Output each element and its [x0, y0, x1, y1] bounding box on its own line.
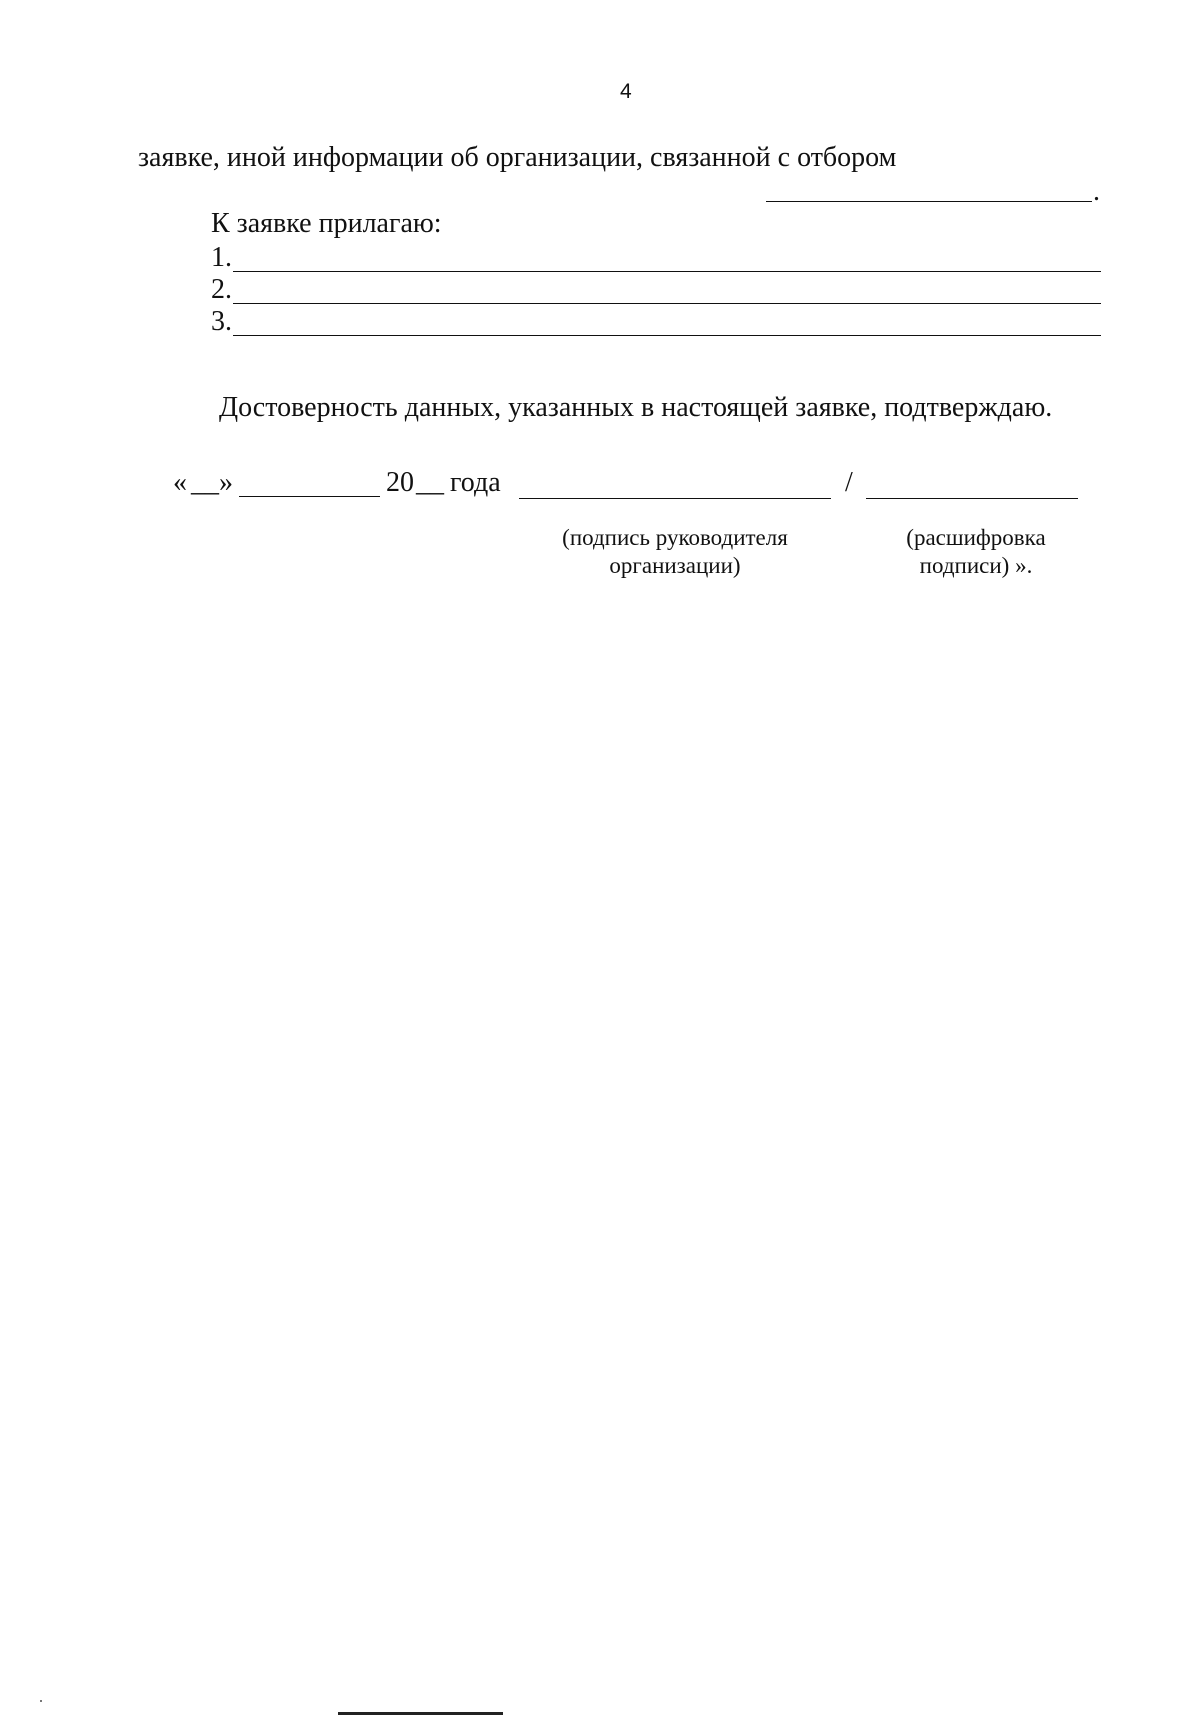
attachment-number: 2.	[211, 274, 232, 305]
bottom-scan-mark	[338, 1712, 503, 1715]
attachment-item-1	[211, 242, 1101, 276]
attachment-item-3	[211, 306, 1101, 340]
attachment-item-2	[211, 274, 1101, 308]
signature-caption-line-1: (подпись руководителя	[562, 525, 788, 550]
confirmation-text: Достоверность данных, указанных в настоящей заявке, подтверждаю.	[219, 392, 1053, 423]
attachment-blank-line	[233, 271, 1101, 272]
attachment-number: 1.	[211, 242, 232, 273]
attachment-blank-line	[233, 303, 1101, 304]
selection-blank-line	[766, 201, 1092, 202]
trailing-dot: .	[1093, 176, 1100, 207]
signature-caption-line-2: организации)	[609, 553, 741, 578]
decode-caption	[870, 524, 1082, 580]
decode-blank-line	[866, 498, 1078, 499]
decode-caption-line-1: (расшифровка	[906, 525, 1046, 550]
continuation-text: заявке, иной информации об организации, связанной с отбором	[138, 142, 897, 173]
date-quote-open: «	[173, 467, 187, 498]
page-number: 4	[620, 80, 632, 103]
date-quote-close: »	[219, 467, 233, 498]
date-month-blank-line	[239, 496, 380, 497]
date-year-blank: __	[416, 467, 444, 498]
signature-blank-line	[519, 498, 831, 499]
decode-caption-line-2: подписи) ».	[919, 553, 1033, 578]
corner-scan-speck	[40, 1700, 42, 1702]
attachment-blank-line	[233, 335, 1101, 336]
attachments-title: К заявке прилагаю:	[211, 208, 442, 239]
signature-separator: /	[845, 467, 853, 498]
date-year-prefix: 20	[386, 467, 414, 498]
signature-caption	[520, 524, 830, 580]
date-year-word: года	[450, 467, 501, 498]
date-day-blank: __	[191, 467, 219, 498]
attachment-number: 3.	[211, 306, 232, 337]
